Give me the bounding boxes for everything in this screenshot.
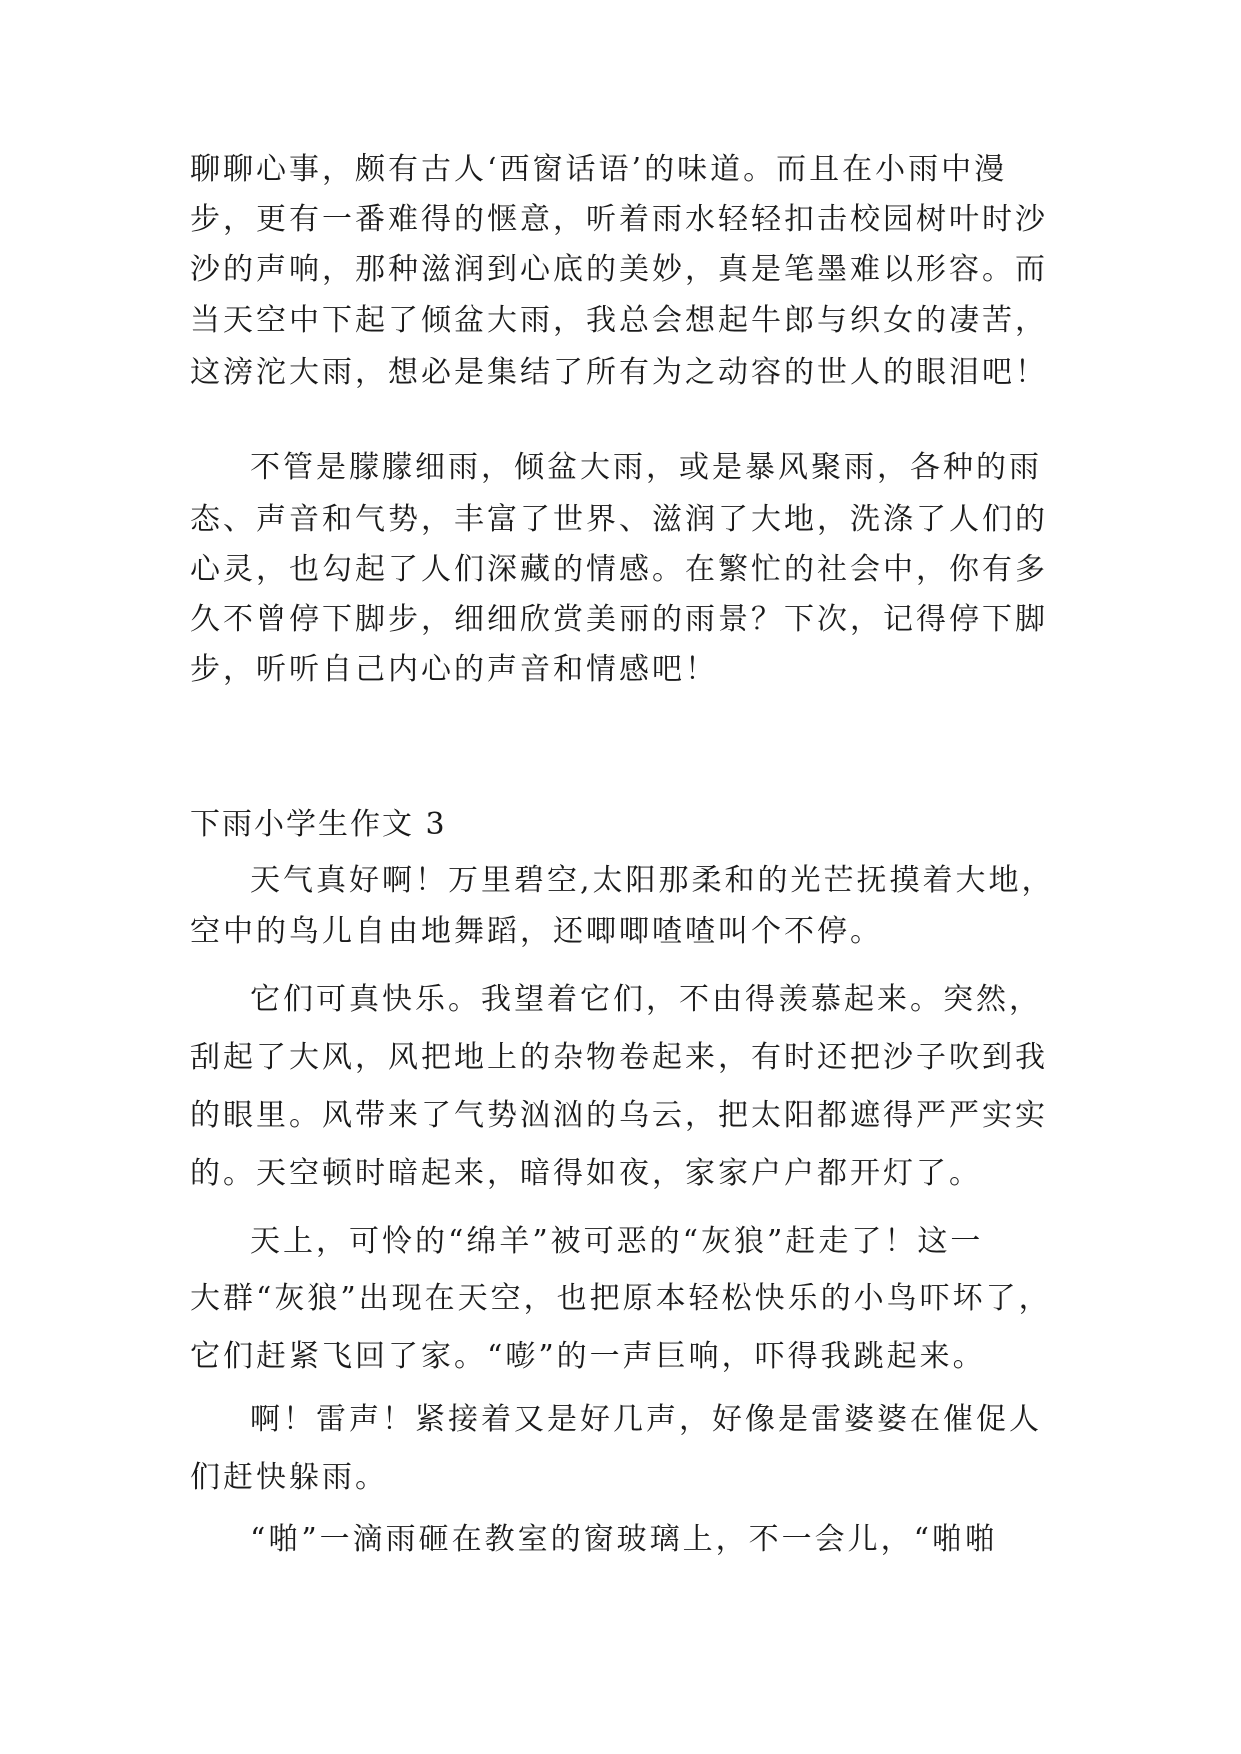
text-line: 态、声音和气势，丰富了世界、滋润了大地，洗涤了人们的 [190,502,1048,537]
text-line: 沙的声响，那种滋润到心底的美妙，真是笔墨难以形容。而 [190,252,1048,287]
text-line: 心灵，也勾起了人们深藏的情感。在繁忙的社会中，你有多 [190,552,1048,587]
paragraph-first-line: 啊！雷声！紧接着又是好几声，好像是雷婆婆在催促人 [250,1402,1042,1437]
text-line: 的眼里。风带来了气势汹汹的乌云，把太阳都遮得严严实实 [190,1098,1048,1133]
text-line: 大群“灰狼”出现在天空，也把原本轻松快乐的小鸟吓坏了， [190,1281,1052,1316]
text-line: 这滂沱大雨，想必是集结了所有为之动容的世人的眼泪吧！ [190,355,1048,390]
text-line: 当天空中下起了倾盆大雨，我总会想起牛郎与织女的凄苦， [190,303,1048,338]
paragraph-first-line: 天上，可怜的“绵羊”被可恶的“灰狼”赶走了！这一 [250,1224,984,1259]
paragraph-first-line: 天气真好啊！万里碧空,太阳那柔和的光芒抚摸着大地， [250,863,1055,898]
section-heading: 下雨小学生作文 3 [190,807,447,842]
paragraph-first-line: 不管是朦朦细雨，倾盆大雨，或是暴风聚雨，各种的雨 [250,450,1042,485]
text-line: 久不曾停下脚步，细细欣赏美丽的雨景？下次，记得停下脚 [190,602,1048,637]
text-line: 步，听听自己内心的声音和情感吧！ [190,652,718,687]
text-line: 聊聊心事，颇有古人‘西窗话语’的味道。而且在小雨中漫 [190,152,1008,187]
text-line: 的。天空顿时暗起来，暗得如夜，家家户户都开灯了。 [190,1156,982,1191]
text-line: 空中的鸟儿自由地舞蹈，还唧唧喳喳叫个不停。 [190,914,883,949]
text-line: 刮起了大风，风把地上的杂物卷起来，有时还把沙子吹到我 [190,1040,1048,1075]
paragraph-first-line: “啪”一滴雨砸在教室的窗玻璃上，不一会儿，“啪啪 [250,1522,999,1557]
text-line: 步，更有一番难得的惬意，听着雨水轻轻扣击校园树叶时沙 [190,202,1048,237]
paragraph-first-line: 它们可真快乐。我望着它们，不由得羡慕起来。突然， [250,982,1042,1017]
text-line: 它们赶紧飞回了家。“嘭”的一声巨响，吓得我跳起来。 [190,1339,986,1374]
text-line: 们赶快躲雨。 [190,1460,388,1495]
